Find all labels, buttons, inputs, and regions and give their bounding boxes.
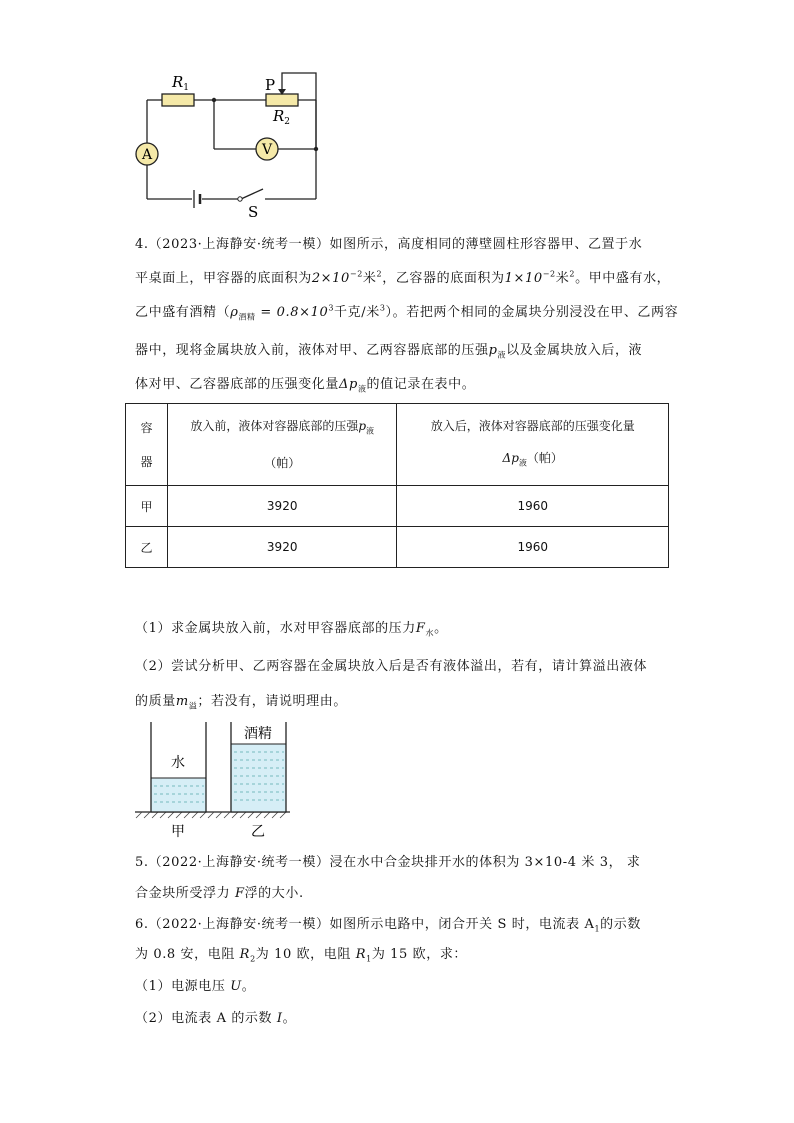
q6-line2: 为 0.8 安，电阻 $R_2$为 10 欧，电阻 $R_1$为 15 欧，求： [135, 947, 468, 964]
table-row: 甲 3920 1960 [126, 486, 669, 527]
water-liquid [151, 778, 206, 812]
water-label: 水 [171, 755, 185, 771]
q4-line4: 器中，现将金属块放入前，液体对甲、乙两容器底部的压强$p_液$以及金属块放入后，液 [135, 343, 643, 360]
q4-sub1: （1）求金属块放入前，水对甲容器底部的压力$F_水$。 [135, 621, 448, 638]
jia-label: 甲 [171, 824, 185, 840]
r2-label: $R_2$ [273, 107, 291, 127]
q4-line3: 乙中盛有酒精（$\rho_{酒精} = 0.8\times 10^3$千克/米$^3$）。若把两个相同的金属块分别浸没在甲、乙两容 [135, 303, 679, 322]
yi-label: 乙 [251, 824, 265, 840]
q5-line1: 5.（2022·上海静安·统考一模）浸在水中合金块排开水的体积为 3×10-4 米 3， 求 [135, 855, 641, 870]
resistor-r2 [266, 94, 298, 106]
q6-line1: 6.（2022·上海静安·统考一模）如图所示电路中，闭合开关 S 时，电流表 $A_1$的示数 [135, 917, 641, 934]
pressure-table [125, 403, 669, 568]
header-before: 放入前，液体对容器底部的压强$p_液$ （帕） [167, 404, 397, 486]
table-header-row [126, 404, 669, 486]
table-row: 乙 3920 1960 [126, 527, 669, 568]
r1-label: $R_1$ [172, 73, 190, 93]
q4-sub2-line2: 的质量$m_溢$；若没有，请说明理由。 [135, 694, 347, 711]
voltmeter-label: V [261, 142, 273, 158]
containers-diagram [130, 722, 300, 842]
q6-line4: （2）电流表 A 的示数 I。 [135, 1011, 297, 1026]
header-change: 放入后，液体对容器底部的压强变化量 $\Delta p_液$（帕） [397, 404, 669, 486]
q6-line3: （1）电源电压 U。 [135, 979, 256, 994]
q4-sub2-line1: （2）尝试分析甲、乙两容器在金属块放入后是否有液体溢出，若有，请计算溢出液体 [135, 659, 648, 674]
header-container: 容 器 [126, 404, 168, 486]
resistor-r1 [162, 94, 194, 106]
q4-line1: 4.（2023·上海静安·统考一模）如图所示，高度相同的薄壁圆柱形容器甲、乙置于水 [135, 237, 643, 252]
ammeter-label: A [141, 147, 153, 163]
q5-line2: 合金块所受浮力 F浮的大小. [135, 886, 304, 901]
switch-label: S [248, 203, 259, 221]
circuit-diagram [130, 65, 330, 225]
q4-line5: 体对甲、乙容器底部的压强变化量$\Delta p_液$的值记录在表中。 [135, 377, 476, 394]
alcohol-liquid [231, 744, 286, 812]
p-label: P [265, 76, 276, 94]
alcohol-label: 酒精 [244, 726, 272, 742]
q4-line2: 平桌面上，甲容器的底面积为$2\times 10^{-2}$米$^2$，乙容器的底面积为$1\times 10^{-2}$米$^2$。甲中盛有水， [135, 269, 671, 286]
